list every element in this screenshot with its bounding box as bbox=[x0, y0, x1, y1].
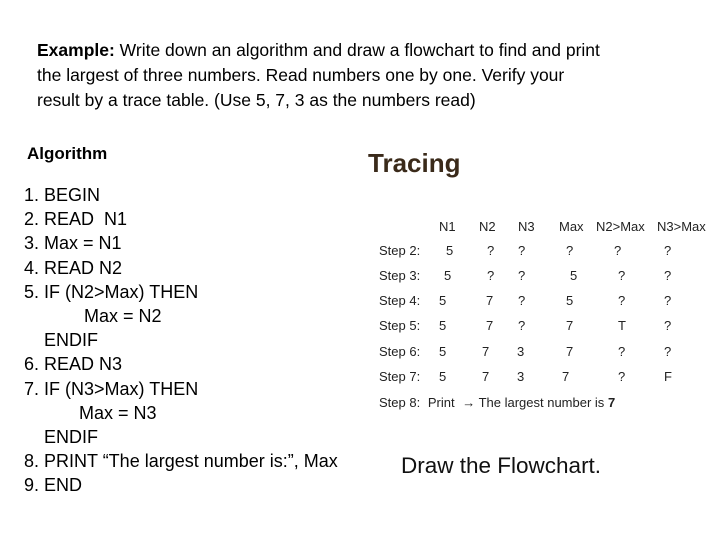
trace-cell: 5 bbox=[439, 344, 447, 359]
print-text: The largest number is bbox=[478, 395, 605, 410]
trace-cell: ? bbox=[518, 318, 526, 333]
algorithm-steps bbox=[24, 183, 338, 498]
arrow-right-icon: → bbox=[462, 395, 476, 410]
trace-cell: ? bbox=[664, 318, 672, 333]
algorithm-step: ENDIF bbox=[24, 427, 99, 448]
flowchart-instruction: Draw the Flowchart. bbox=[401, 453, 602, 478]
trace-step-label: Step 4: bbox=[379, 293, 421, 308]
trace-step-label: Step 6: bbox=[379, 344, 421, 359]
algorithm-step: 4. READ N2 bbox=[24, 257, 123, 278]
trace-cell: 5 bbox=[439, 369, 447, 384]
trace-cell: 5 bbox=[566, 293, 574, 308]
trace-cell: F bbox=[664, 369, 672, 384]
trace-cell: ? bbox=[487, 243, 495, 258]
print-value: 7 bbox=[607, 395, 616, 410]
trace-cell: T bbox=[618, 318, 626, 333]
trace-header-n2-gt-max: N2>Max bbox=[596, 219, 645, 234]
problem-line-2: the largest of three numbers. Read numbers one by one. Verify your bbox=[37, 65, 565, 85]
trace-cell: ? bbox=[664, 268, 672, 283]
trace-cell: 5 bbox=[439, 293, 447, 308]
trace-step8 bbox=[379, 395, 615, 410]
trace-cell: 7 bbox=[486, 293, 494, 308]
trace-cell: 3 bbox=[517, 344, 525, 359]
trace-cell: 7 bbox=[482, 369, 490, 384]
tracing-heading: Tracing bbox=[368, 148, 461, 178]
trace-cell: ? bbox=[618, 293, 626, 308]
algorithm-step: 9. END bbox=[24, 475, 83, 496]
trace-cell: ? bbox=[487, 268, 495, 283]
trace-step-label: Step 3: bbox=[379, 268, 421, 283]
problem-line-1: Write down an algorithm and draw a flowchart to find and print bbox=[114, 40, 600, 60]
trace-cell: ? bbox=[664, 243, 672, 258]
trace-cell: 7 bbox=[486, 318, 494, 333]
algorithm-step: ENDIF bbox=[24, 330, 99, 351]
algorithm-step: 2. READ N1 bbox=[24, 209, 128, 230]
algorithm-step: 1. BEGIN bbox=[24, 185, 101, 205]
trace-cell: 7 bbox=[566, 318, 574, 333]
trace-header-max: Max bbox=[559, 219, 584, 234]
algorithm-heading: Algorithm bbox=[27, 144, 108, 163]
trace-cell: 7 bbox=[566, 344, 574, 359]
trace-cell: ? bbox=[618, 369, 626, 384]
algorithm-step: Max = N3 bbox=[24, 402, 157, 423]
trace-cell: ? bbox=[614, 243, 622, 258]
problem-statement bbox=[37, 38, 600, 113]
trace-cell: 5 bbox=[444, 268, 452, 283]
trace-cell: 7 bbox=[562, 369, 570, 384]
trace-cell: ? bbox=[664, 293, 672, 308]
trace-header-n1: N1 bbox=[439, 219, 456, 234]
algorithm-step: 3. Max = N1 bbox=[24, 233, 122, 254]
trace-cell: 7 bbox=[482, 344, 490, 359]
trace-cell: 5 bbox=[439, 318, 447, 333]
algorithm-step: 7. IF (N3>Max) THEN bbox=[24, 378, 199, 399]
trace-cell: 5 bbox=[570, 268, 578, 283]
trace-header-n3: N3 bbox=[518, 219, 535, 234]
trace-cell: ? bbox=[518, 293, 526, 308]
print-label: Print bbox=[427, 395, 455, 410]
trace-step-label: Step 7: bbox=[379, 369, 421, 384]
algorithm-step: 6. READ N3 bbox=[24, 354, 123, 375]
example-label: Example: bbox=[37, 40, 115, 60]
trace-cell: ? bbox=[566, 243, 574, 258]
trace-cell: ? bbox=[618, 268, 626, 283]
trace-step8-label: Step 8: bbox=[379, 395, 421, 410]
trace-cell: ? bbox=[618, 344, 626, 359]
algorithm-step: 5. IF (N2>Max) THEN bbox=[24, 281, 199, 302]
trace-cell: 3 bbox=[517, 369, 525, 384]
trace-step-label: Step 5: bbox=[379, 318, 421, 333]
problem-line-3: result by a trace table. (Use 5, 7, 3 as the numbers read) bbox=[37, 90, 476, 110]
trace-header-n2: N2 bbox=[479, 219, 496, 234]
algorithm-step: Max = N2 bbox=[24, 306, 162, 327]
trace-step-label: Step 2: bbox=[379, 243, 421, 258]
trace-cell: ? bbox=[518, 243, 526, 258]
trace-cell: ? bbox=[518, 268, 526, 283]
algorithm-step: 8. PRINT “The largest number is:”, Max bbox=[24, 451, 338, 472]
trace-cell: ? bbox=[664, 344, 672, 359]
trace-header-n3-gt-max: N3>Max bbox=[657, 219, 706, 234]
trace-cell: 5 bbox=[446, 243, 454, 258]
